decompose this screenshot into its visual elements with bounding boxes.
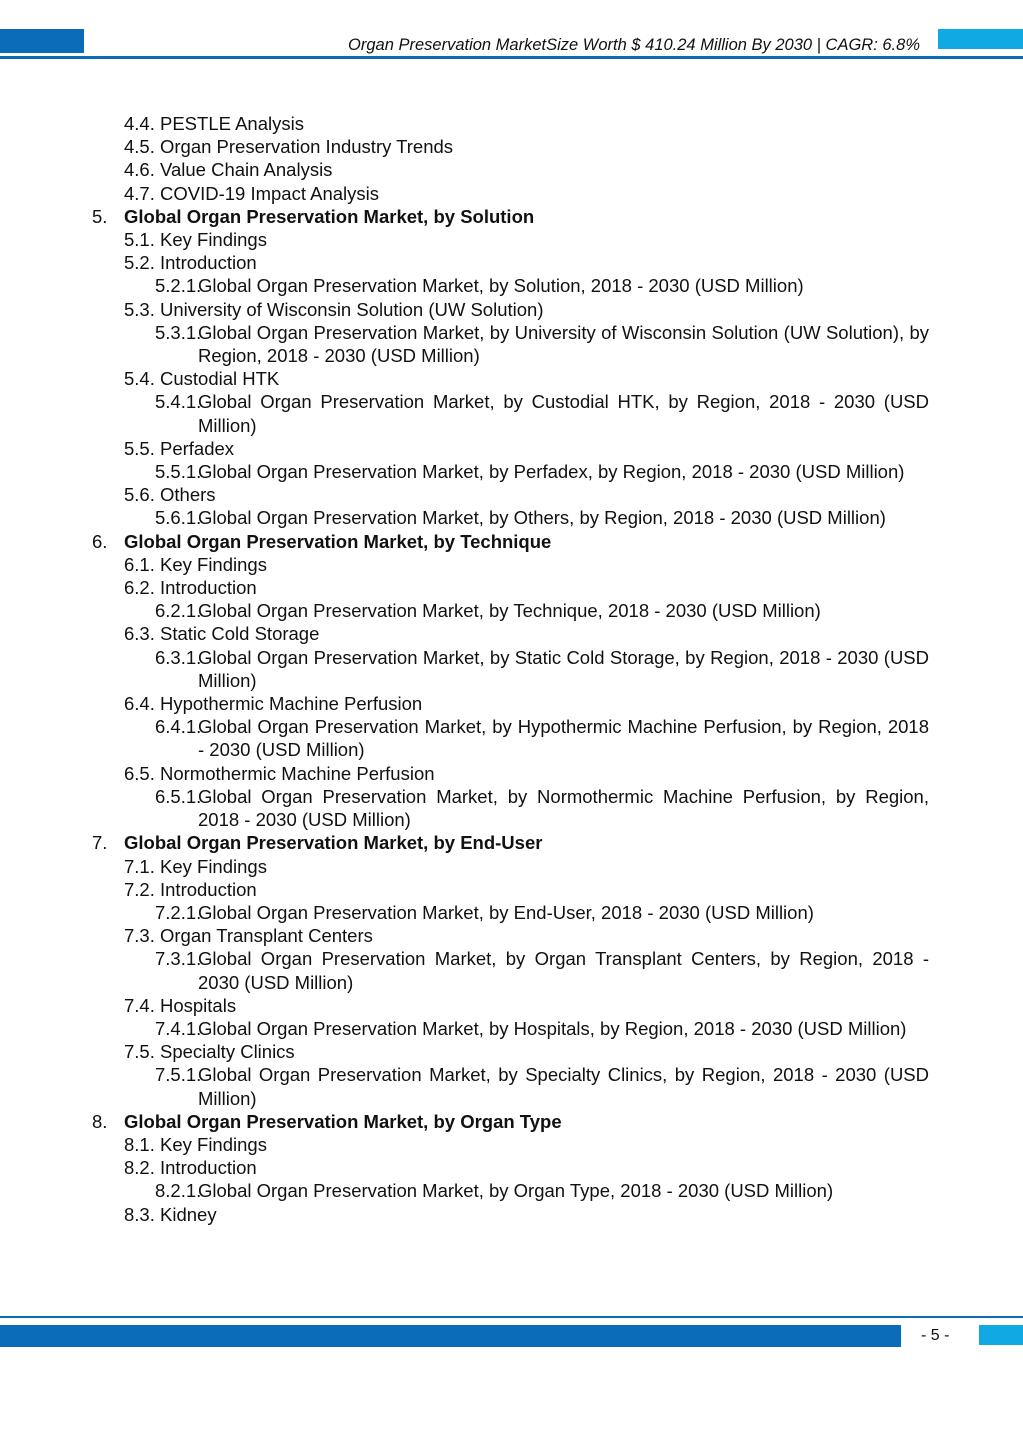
toc-subsection: 4.6. Value Chain Analysis — [124, 159, 333, 181]
toc-item-title: Global Organ Preservation Market, by Normothermic Machine Perfusion, by Region, 2018 - 2030 (USD Million) — [198, 785, 929, 831]
toc-subsection: 5.1. Key Findings — [124, 229, 267, 251]
toc-subsection: 7.5. Specialty Clinics — [124, 1041, 295, 1063]
toc-section-heading — [0, 1110, 1023, 1133]
toc-subsection: 6.1. Key Findings — [124, 553, 267, 575]
toc-subsection: 6.2. Introduction — [124, 577, 257, 599]
toc-subsection: 7.2. Introduction — [124, 878, 257, 900]
toc-item-title: Global Organ Preservation Market, by Organ Type, 2018 - 2030 (USD Million) — [198, 1180, 834, 1202]
toc-section-title: Global Organ Preservation Market, by Organ Type — [124, 1110, 562, 1132]
toc-subsection: 8.2. Introduction — [124, 1157, 257, 1179]
toc-subsection: 5.2. Introduction — [124, 252, 257, 274]
page-number: - 5 - — [921, 1327, 950, 1344]
toc-subsection: 7.4. Hospitals — [124, 994, 237, 1016]
toc-item-number: 6.2.1. — [155, 600, 202, 622]
toc-item-number: 7.5.1. — [155, 1064, 202, 1086]
toc-item-title: Global Organ Preservation Market, by Specialty Clinics, by Region, 2018 - 2030 (USD Million) — [198, 1064, 929, 1109]
toc-item-title: Global Organ Preservation Market, by University of Wisconsin Solution (UW Solution), by Region, 2018 - 2030 (USD Million) — [198, 321, 929, 367]
toc-sub-subsection — [0, 715, 929, 761]
toc-item-number: 5.5.1. — [155, 461, 202, 483]
toc-sub-subsection — [0, 785, 929, 831]
toc-sub-subsection — [0, 646, 929, 692]
toc-section-title: Global Organ Preservation Market, by Solution — [124, 205, 535, 227]
footer-bar — [0, 1325, 901, 1347]
toc-section-number: 6. — [92, 530, 108, 552]
toc-item-title: Global Organ Preservation Market, by Technique, 2018 - 2030 (USD Million) — [198, 600, 821, 622]
toc-item-number: 5.4.1. — [155, 391, 202, 413]
toc-item-title: Global Organ Preservation Market, by Hospitals, by Region, 2018 - 2030 (USD Million) — [198, 1017, 907, 1039]
header-rule — [0, 56, 1023, 59]
toc-item-title: Global Organ Preservation Market, by Perfadex, by Region, 2018 - 2030 (USD Million) — [198, 461, 905, 483]
toc-item-title: Global Organ Preservation Market, by Others, by Region, 2018 - 2030 (USD Million) — [198, 507, 886, 529]
toc-subsection: 5.6. Others — [124, 484, 216, 506]
toc-item-number: 7.3.1. — [155, 948, 202, 970]
toc-sub-subsection — [0, 460, 929, 483]
toc-subsection: 8.3. Kidney — [124, 1203, 217, 1225]
toc-section-number: 5. — [92, 205, 108, 227]
toc-section-number: 7. — [92, 832, 108, 854]
toc-sub-subsection — [0, 274, 929, 297]
footer-right-bar — [979, 1325, 1023, 1345]
toc-subsection: 5.5. Perfadex — [124, 437, 235, 459]
toc-subsection: 7.1. Key Findings — [124, 855, 267, 877]
toc-subsection: 5.4. Custodial HTK — [124, 368, 280, 390]
toc-section-title: Global Organ Preservation Market, by Technique — [124, 530, 552, 552]
toc-item-title: Global Organ Preservation Market, by Static Cold Storage, by Region, 2018 - 2030 (USD Million) — [198, 646, 929, 691]
toc-item-number: 7.2.1. — [155, 901, 202, 923]
toc-item-number: 6.5.1. — [155, 785, 202, 807]
toc-item-title: Global Organ Preservation Market, by Custodial HTK, by Region, 2018 - 2030 (USD Million) — [198, 391, 929, 436]
toc-section-title: Global Organ Preservation Market, by End-User — [124, 832, 543, 854]
toc-section-number: 8. — [92, 1110, 108, 1132]
toc-item-title: Global Organ Preservation Market, by End-User, 2018 - 2030 (USD Million) — [198, 901, 814, 923]
toc-subsection: 4.5. Organ Preservation Industry Trends — [124, 136, 454, 158]
header-title: Organ Preservation MarketSize Worth $ 410.24 Million By 2030 | CAGR: 6.8% — [348, 36, 920, 54]
toc-sub-subsection — [0, 1179, 929, 1202]
toc-item-title: Global Organ Preservation Market, by Hypothermic Machine Perfusion, by Region, 2018 - 2030 (USD Million) — [198, 716, 929, 761]
toc-item-number: 6.4.1. — [155, 716, 202, 738]
toc-item-title: Global Organ Preservation Market, by Organ Transplant Centers, by Region, 2018 - 2030 (USD Million) — [198, 948, 929, 993]
toc-sub-subsection — [0, 390, 929, 436]
table-of-contents — [0, 112, 1023, 1226]
toc-section-heading — [0, 831, 1023, 854]
toc-sub-subsection — [0, 1017, 929, 1040]
toc-sub-subsection — [0, 1063, 929, 1109]
toc-subsection: 6.3. Static Cold Storage — [124, 623, 320, 645]
toc-item-number: 5.2.1. — [155, 275, 202, 297]
header-left-bar — [0, 29, 84, 53]
toc-sub-subsection — [0, 506, 929, 529]
toc-subsection: 6.4. Hypothermic Machine Perfusion — [124, 693, 423, 715]
header-right-bar — [938, 29, 1023, 49]
toc-sub-subsection — [0, 599, 929, 622]
toc-item-number: 8.2.1. — [155, 1180, 202, 1202]
toc-subsection: 8.1. Key Findings — [124, 1133, 267, 1155]
toc-subsection: 4.7. COVID-19 Impact Analysis — [124, 182, 379, 204]
toc-item-title: Global Organ Preservation Market, by Solution, 2018 - 2030 (USD Million) — [198, 275, 804, 297]
toc-subsection: 6.5. Normothermic Machine Perfusion — [124, 762, 435, 784]
toc-sub-subsection — [0, 321, 929, 367]
toc-subsection: 4.4. PESTLE Analysis — [124, 113, 304, 134]
footer-rule — [0, 1316, 1023, 1318]
toc-sub-subsection — [0, 947, 929, 993]
toc-item-number: 7.4.1. — [155, 1017, 202, 1039]
toc-sub-subsection — [0, 901, 929, 924]
toc-item-number: 5.3.1. — [155, 321, 202, 343]
toc-item-number: 5.6.1. — [155, 507, 202, 529]
toc-item-number: 6.3.1. — [155, 646, 202, 668]
toc-section-heading — [0, 530, 1023, 553]
toc-section-heading — [0, 205, 1023, 228]
toc-subsection: 7.3. Organ Transplant Centers — [124, 925, 373, 947]
toc-subsection: 5.3. University of Wisconsin Solution (UW Solution) — [124, 298, 544, 320]
